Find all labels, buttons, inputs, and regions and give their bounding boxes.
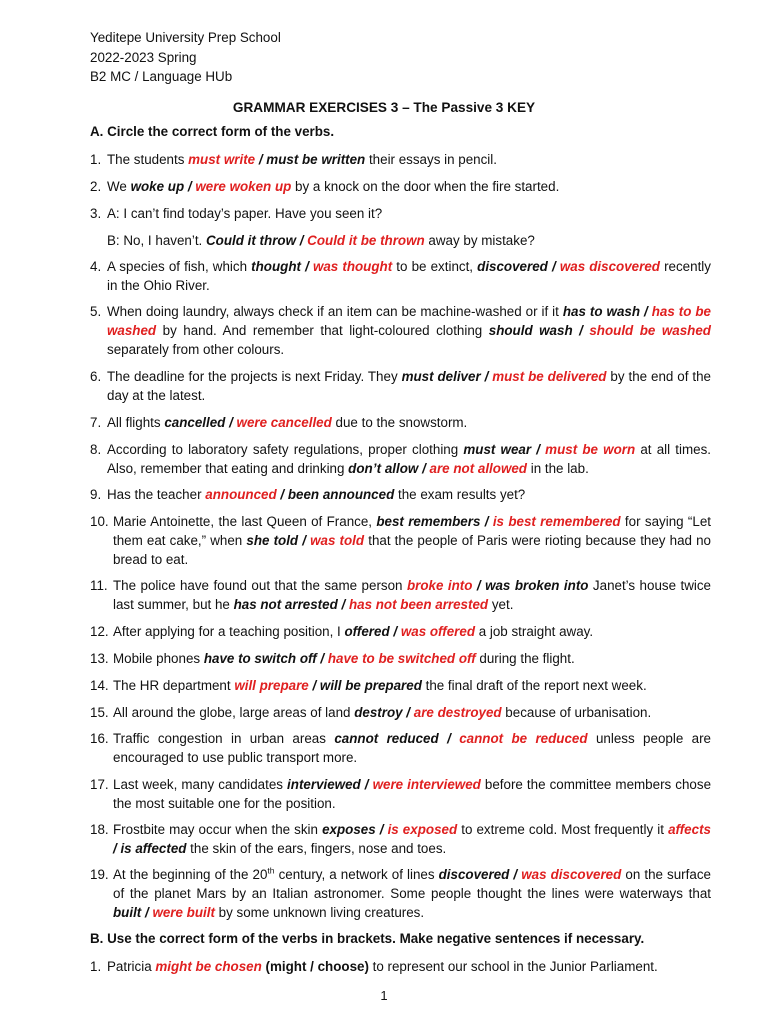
item-number: 2.: [90, 179, 102, 194]
correct-answer: was told: [310, 533, 365, 548]
item-text: [113, 820, 711, 858]
sentence-text: to be extinct,: [392, 259, 478, 274]
sentence-text: When doing laundry, always check if an item can be machine-washed or if it: [107, 304, 563, 319]
correct-answer: cannot be reduced: [459, 731, 588, 746]
item-number: 16.: [90, 731, 109, 746]
option-separator: /: [296, 233, 308, 248]
item-text: [107, 302, 711, 359]
exercise-item: [90, 150, 711, 169]
item-number: 3.: [90, 206, 102, 221]
item-text: [107, 204, 711, 223]
item-text: [113, 729, 711, 767]
sentence-text: that the people of Paris were rioting because they had no bread to eat.: [113, 533, 711, 567]
sentence-text: the final draft of the report next week.: [421, 678, 647, 693]
sentence-text: According to laboratory safety regulations, proper clothing: [107, 442, 464, 457]
item-number: 19.: [90, 867, 109, 882]
option-separator: /: [418, 461, 430, 476]
sentence-text: Has the teacher: [107, 487, 206, 502]
page-number: 1: [380, 988, 388, 1003]
item-number: 9.: [90, 487, 102, 502]
sentence-text: because of urbanisation.: [501, 705, 652, 720]
correct-answer: were cancelled: [236, 415, 332, 430]
wrong-option: thought: [251, 259, 301, 274]
item-number: 5.: [90, 304, 102, 319]
option-separator: /: [300, 259, 313, 274]
correct-answer: announced: [205, 487, 277, 502]
correct-answer: must write: [188, 152, 256, 167]
sentence-text: at all times. Also, remember that eating and drinking: [107, 442, 711, 476]
section-a-heading: A. Circle the correct form of the verbs.: [90, 124, 335, 139]
exercise-item: [90, 257, 711, 295]
wrong-option: offered: [344, 624, 390, 639]
wrong-option: have to switch off: [203, 651, 317, 666]
exercise-item: [90, 177, 711, 196]
wrong-option: has not arrested: [233, 597, 338, 612]
option-separator: /: [184, 179, 196, 194]
wrong-option: should wash: [488, 323, 573, 338]
item-text: [113, 649, 711, 668]
sentence-text: to represent our school in the Junior Parliament.: [368, 959, 658, 974]
sentence-text: After applying for a teaching position, I: [113, 624, 345, 639]
sentence-text: unless people are encouraged to use public transport more.: [113, 731, 711, 765]
item-number: 15.: [90, 705, 109, 720]
correct-answer: affects: [668, 822, 711, 837]
item-text: [113, 703, 711, 722]
sentence-text: the exam results yet?: [394, 487, 526, 502]
item-number: 13.: [90, 651, 109, 666]
option-separator: /: [472, 578, 486, 593]
wrong-option: been announced: [287, 487, 395, 502]
correct-answer: might be chosen: [155, 959, 262, 974]
sentence-text: B: No, I haven’t.: [107, 233, 206, 248]
option-separator: /: [480, 369, 493, 384]
sentence-text: Mobile phones: [113, 651, 204, 666]
item-number: 8.: [90, 442, 102, 457]
correct-answer: were built: [152, 905, 215, 920]
exercise-item: [90, 957, 711, 976]
correct-answer: must be worn: [545, 442, 636, 457]
superscript: th: [267, 865, 275, 876]
correct-answer: must be delivered: [492, 369, 607, 384]
exercise-item: [90, 367, 711, 405]
exercise-item: [90, 204, 711, 223]
item-number: 11.: [90, 578, 108, 593]
item-number: 18.: [90, 822, 109, 837]
correct-answer: were interviewed: [372, 777, 481, 792]
option-separator: /: [298, 533, 311, 548]
option-separator: /: [316, 651, 328, 666]
wrong-option: don’t allow: [348, 461, 419, 476]
sentence-text: A: I can’t find today’s paper. Have you seen it?: [107, 206, 383, 221]
correct-answer: was discovered: [521, 867, 622, 882]
item-text: [113, 512, 711, 569]
correct-answer: will prepare: [234, 678, 309, 693]
sentence-text: The students: [107, 152, 189, 167]
option-separator: /: [360, 777, 373, 792]
item-text: [113, 865, 711, 922]
item-text: [107, 257, 711, 295]
item-text: [107, 440, 711, 478]
sentence-text: before the committee members chose the most suitable one for the position.: [113, 777, 712, 811]
exercise-item: [90, 413, 711, 432]
item-number: 7.: [90, 415, 102, 430]
correct-answer: is best remembered: [492, 514, 621, 529]
item-number: 14.: [90, 678, 109, 693]
sentence-text: Frostbite may occur when the skin: [113, 822, 323, 837]
term: 2022-2023 Spring: [90, 49, 197, 65]
exercise-item: [90, 302, 711, 359]
exercise-item: [90, 775, 711, 813]
sentence-text: their essays in pencil.: [365, 152, 497, 167]
option-separator: /: [480, 514, 493, 529]
option-separator: /: [255, 152, 267, 167]
sentence-text: by the end of the day at the latest.: [107, 369, 711, 403]
sentence-text: century, a network of lines: [274, 867, 439, 882]
option-separator: /: [225, 415, 237, 430]
wrong-option: will be prepared: [319, 678, 422, 693]
option-separator: /: [141, 905, 153, 920]
sentence-text: on the surface of the planet Mars by an Italian astronomer. Some people thought the lines were waterways that: [113, 867, 711, 901]
wrong-option: exposes: [322, 822, 376, 837]
sentence-text: for saying “Let them eat cake,” when: [113, 514, 711, 548]
wrong-option: woke up: [130, 179, 185, 194]
wrong-option: built: [113, 905, 142, 920]
sentence-text: Last week, many candidates: [113, 777, 288, 792]
option-separator: /: [438, 731, 460, 746]
correct-answer: has to be washed: [107, 304, 711, 338]
item-number: 4.: [90, 259, 102, 274]
exercise-item: [90, 576, 711, 614]
wrong-option: discovered: [438, 867, 510, 882]
section-b-heading: B. Use the correct form of the verbs in brackets. Make negative sentences if necessary.: [90, 931, 645, 946]
exercise-item: [90, 649, 711, 668]
sentence-text: away by mistake?: [424, 233, 535, 248]
correct-answer: broke into: [406, 578, 473, 593]
sentence-text: A species of fish, which: [107, 259, 252, 274]
item-number: 10.: [90, 514, 109, 529]
wrong-option: discovered: [477, 259, 548, 274]
exercise-item: [90, 703, 711, 722]
sentence-text: All flights: [107, 415, 165, 430]
option-separator: /: [402, 705, 414, 720]
wrong-option: must be written: [266, 152, 366, 167]
option-separator: /: [509, 867, 522, 882]
sentence-text: Marie Antoinette, the last Queen of France,: [113, 514, 377, 529]
sentence-text: during the flight.: [475, 651, 575, 666]
item-text: [107, 150, 711, 169]
wrong-option: interviewed: [287, 777, 361, 792]
item-text: [107, 485, 711, 504]
item-text: [113, 576, 711, 614]
item-number: 17.: [90, 777, 109, 792]
correct-answer: are not allowed: [429, 461, 527, 476]
option-separator: /: [337, 597, 349, 612]
wrong-option: destroy: [354, 705, 403, 720]
sentence-text: recently in the Ohio River.: [107, 259, 711, 293]
wrong-option: Could it throw: [206, 233, 296, 248]
sentence-text: a job straight away.: [475, 624, 594, 639]
exercise-item: [90, 485, 711, 504]
level: B2 MC / Language HUb: [90, 69, 233, 84]
item-number: 12.: [90, 624, 109, 639]
correct-answer: has not been arrested: [348, 597, 489, 612]
exercise-item: [90, 622, 711, 641]
correct-answer: is exposed: [387, 822, 458, 837]
document-header: [90, 28, 281, 87]
correct-answer: was offered: [400, 624, 475, 639]
option-separator: /: [113, 841, 121, 856]
correct-answer: were woken up: [195, 179, 292, 194]
correct-answer: was thought: [312, 259, 393, 274]
item-text: [107, 367, 711, 405]
option-separator: /: [308, 678, 320, 693]
sentence-text: due to the snowstorm.: [331, 415, 468, 430]
correct-answer: are destroyed: [413, 705, 502, 720]
sentence-text: The HR department: [113, 678, 235, 693]
correct-answer: was discovered: [559, 259, 660, 274]
wrong-option: must wear: [463, 442, 532, 457]
option-separator: /: [531, 442, 546, 457]
sentence-text: We: [107, 179, 131, 194]
exercise-item: [90, 820, 711, 858]
sentence-text: Janet’s house twice last summer, but he: [113, 578, 712, 612]
item-text: [113, 775, 711, 813]
sentence-text: the skin of the ears, fingers, nose and toes.: [186, 841, 447, 856]
sentence-text: by some unknown living creatures.: [214, 905, 425, 920]
wrong-option: cancelled: [164, 415, 226, 430]
item-number: 1.: [90, 959, 102, 974]
wrong-option: has to wash: [562, 304, 641, 319]
item-number: 1.: [90, 152, 102, 167]
exercise-item: [90, 865, 711, 922]
page-title: GRAMMAR EXERCISES 3 – The Passive 3 KEY: [232, 100, 536, 115]
exercise-item: [90, 231, 711, 250]
item-text: [113, 676, 711, 695]
exercise-item: [90, 512, 711, 569]
option-separator: /: [375, 822, 388, 837]
option-separator: /: [572, 323, 590, 338]
item-text: [107, 231, 711, 250]
exercise-item: [90, 676, 711, 695]
correct-answer: Could it be thrown: [307, 233, 425, 248]
sentence-text: to extreme cold. Most frequently it: [457, 822, 669, 837]
school-name: Yeditepe University Prep School: [90, 30, 281, 45]
item-number: 6.: [90, 369, 102, 384]
item-text: [107, 177, 711, 196]
sentence-text: At the beginning of the 20: [113, 867, 268, 882]
sentence-text: in the lab.: [527, 461, 589, 476]
sentence-text: The deadline for the projects is next Friday. They: [107, 369, 402, 384]
exercise-item: [90, 729, 711, 767]
wrong-option: best remembers: [376, 514, 481, 529]
option-separator: /: [547, 259, 560, 274]
option-separator: /: [640, 304, 652, 319]
option-separator: /: [276, 487, 288, 502]
item-text: [113, 622, 711, 641]
sentence-text: by a knock on the door when the fire started.: [291, 179, 560, 194]
exercise-item: [90, 440, 711, 478]
wrong-option: cannot reduced: [334, 731, 439, 746]
correct-answer: have to be switched off: [327, 651, 476, 666]
sentence-text: The police have found out that the same person: [113, 578, 407, 593]
option-separator: /: [389, 624, 401, 639]
sentence-text: Patricia: [107, 959, 156, 974]
wrong-option: must deliver: [401, 369, 481, 384]
sentence-text: separately from other colours.: [107, 342, 285, 357]
wrong-option: was broken into: [485, 578, 589, 593]
verb-prompt: (might / choose): [265, 959, 369, 974]
sentence-text: All around the globe, large areas of land: [113, 705, 355, 720]
wrong-option: is affected: [120, 841, 187, 856]
item-text: [107, 957, 711, 976]
sentence-text: by hand. And remember that light-coloured clothing: [156, 323, 489, 338]
item-text: [107, 413, 711, 432]
sentence-text: yet.: [488, 597, 514, 612]
sentence-text: Traffic congestion in urban areas: [113, 731, 335, 746]
wrong-option: she told: [246, 533, 299, 548]
correct-answer: should be washed: [589, 323, 711, 338]
